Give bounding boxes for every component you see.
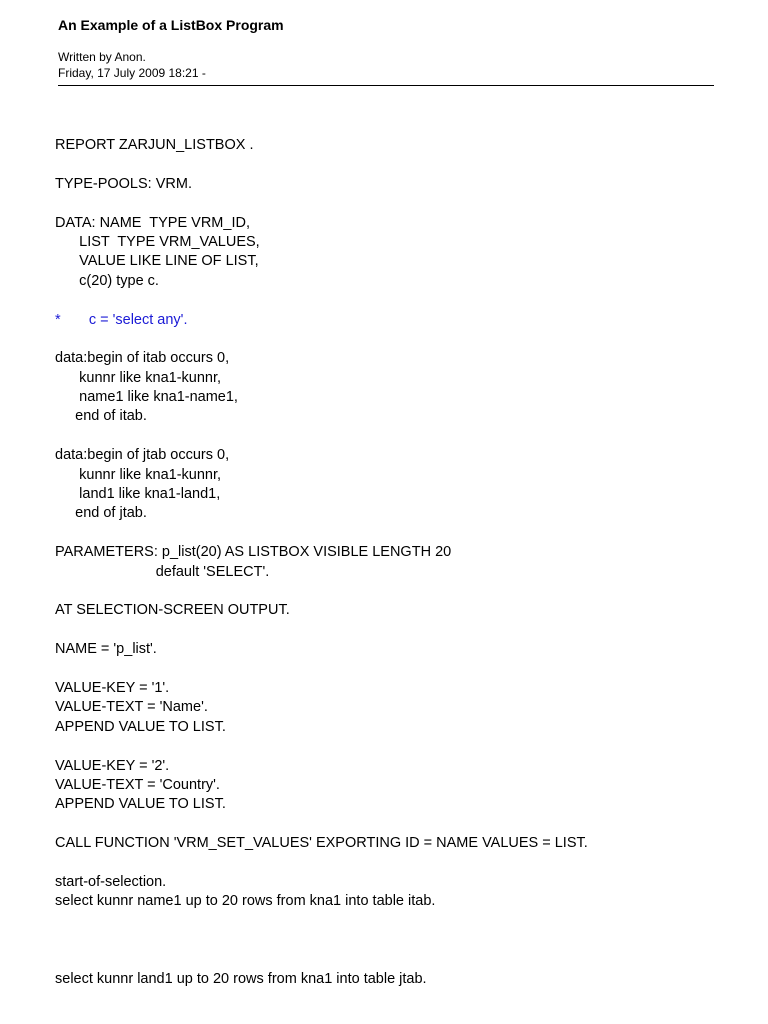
code-comment-line: * c = 'select any'. bbox=[55, 311, 188, 328]
code-line: end of jtab. bbox=[55, 505, 147, 522]
code-line: LIST TYPE VRM_VALUES, bbox=[55, 233, 260, 250]
code-line: NAME = 'p_list'. bbox=[55, 641, 157, 658]
code-line: land1 like kna1-land1, bbox=[55, 486, 221, 503]
code-line: kunnr like kna1-kunnr, bbox=[55, 369, 222, 386]
code-blank-line bbox=[55, 155, 735, 174]
code-blank-line bbox=[55, 660, 735, 679]
code-blank-line bbox=[55, 291, 735, 310]
code-blank-line bbox=[55, 427, 735, 446]
code-blank-line bbox=[55, 912, 735, 931]
code-line: VALUE-TEXT = 'Country'. bbox=[55, 776, 220, 793]
code-line: start-of-selection. bbox=[55, 873, 167, 890]
code-line: kunnr like kna1-kunnr, bbox=[55, 466, 222, 483]
code-line: default 'SELECT'. bbox=[55, 563, 270, 580]
code-blank-line bbox=[55, 853, 735, 872]
code-line: APPEND VALUE TO LIST. bbox=[55, 796, 226, 813]
code-line: name1 like kna1-name1, bbox=[55, 389, 238, 406]
code-listing bbox=[55, 136, 735, 989]
code-line: VALUE-TEXT = 'Name'. bbox=[55, 699, 208, 716]
code-blank-line bbox=[55, 950, 735, 969]
code-line: data:begin of itab occurs 0, bbox=[55, 350, 230, 367]
code-line: APPEND VALUE TO LIST. bbox=[55, 718, 226, 735]
date-line: Friday, 17 July 2009 18:21 - bbox=[58, 66, 206, 80]
code-line: AT SELECTION-SCREEN OUTPUT. bbox=[55, 602, 290, 619]
header-divider bbox=[58, 85, 714, 86]
code-line: select kunnr land1 up to 20 rows from kna1 into table jtab. bbox=[55, 970, 427, 987]
code-blank-line bbox=[55, 330, 735, 349]
code-blank-line bbox=[55, 621, 735, 640]
code-blank-line bbox=[55, 524, 735, 543]
code-blank-line bbox=[55, 931, 735, 950]
code-line: c(20) type c. bbox=[55, 272, 159, 289]
code-line: VALUE LIKE LINE OF LIST, bbox=[55, 253, 259, 270]
code-line: PARAMETERS: p_list(20) AS LISTBOX VISIBLE LENGTH 20 bbox=[55, 544, 452, 561]
code-line: VALUE-KEY = '1'. bbox=[55, 679, 170, 696]
code-line: CALL FUNCTION 'VRM_SET_VALUES' EXPORTING ID = NAME VALUES = LIST. bbox=[55, 835, 588, 852]
code-line: REPORT ZARJUN_LISTBOX . bbox=[55, 137, 254, 153]
code-line: TYPE-POOLS: VRM. bbox=[55, 175, 192, 192]
author-line: Written by Anon. bbox=[58, 50, 146, 64]
document-title: An Example of a ListBox Program bbox=[58, 17, 284, 33]
code-blank-line bbox=[55, 737, 735, 756]
code-line: DATA: NAME TYPE VRM_ID, bbox=[55, 214, 250, 231]
code-line: end of itab. bbox=[55, 408, 147, 425]
code-blank-line bbox=[55, 194, 735, 213]
code-blank-line bbox=[55, 582, 735, 601]
code-line: VALUE-KEY = '2'. bbox=[55, 757, 170, 774]
code-line: select kunnr name1 up to 20 rows from kna1 into table itab. bbox=[55, 893, 436, 910]
code-blank-line bbox=[55, 815, 735, 834]
code-line: data:begin of jtab occurs 0, bbox=[55, 447, 230, 464]
